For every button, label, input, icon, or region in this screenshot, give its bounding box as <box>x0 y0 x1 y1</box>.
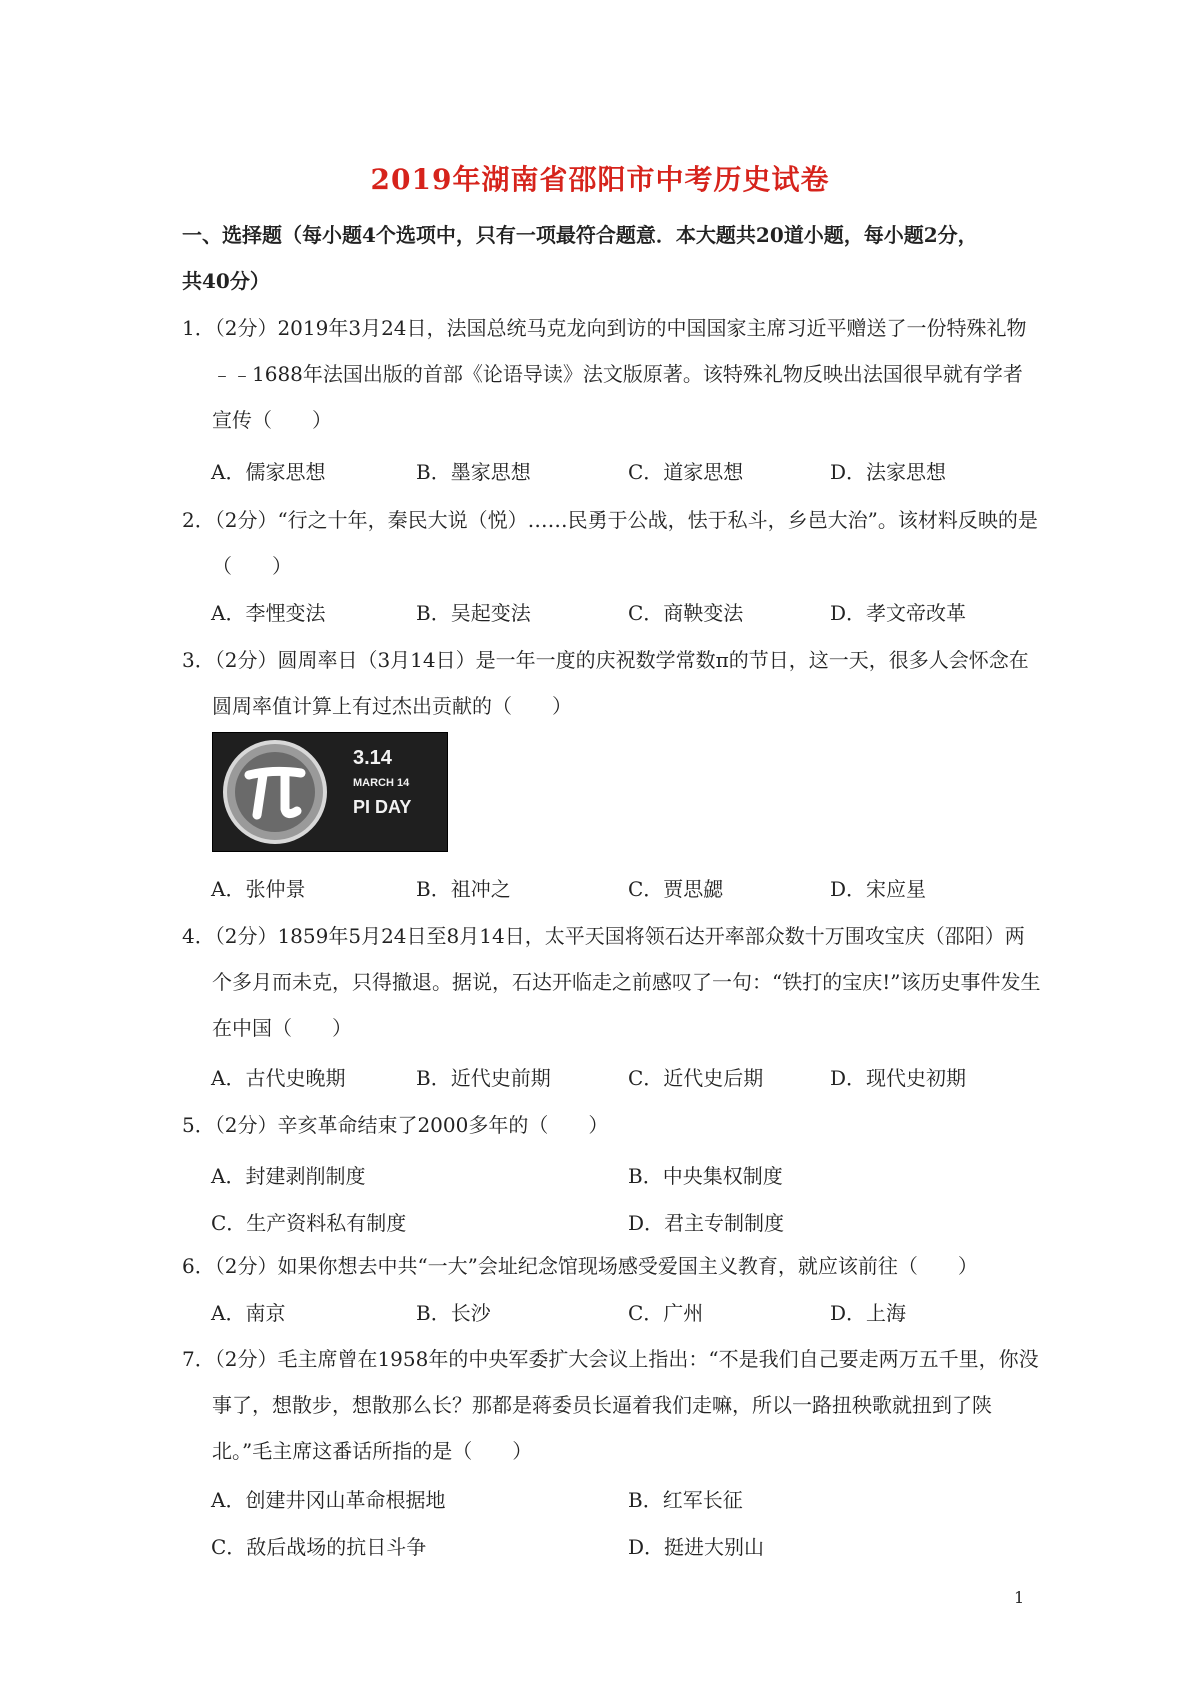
question-1 <box>182 305 1042 443</box>
option-b[interactable]: B．近代史前期 <box>416 1066 551 1090</box>
option-d[interactable]: D．上海 <box>830 1301 907 1325</box>
option-c[interactable]: C．敌后战场的抗日斗争 <box>211 1535 427 1559</box>
option-c[interactable]: C．道家思想 <box>628 460 744 484</box>
option-b[interactable]: B．墨家思想 <box>416 460 531 484</box>
pi-image-text-3: PI DAY <box>353 797 412 817</box>
option-a[interactable]: A．张仲景 <box>211 877 306 901</box>
question-5 <box>182 1102 1042 1148</box>
question-2 <box>182 497 1042 589</box>
option-a[interactable]: A．封建剥削制度 <box>211 1164 366 1188</box>
option-d[interactable]: D．君主专制制度 <box>628 1211 785 1235</box>
pi-symbol-icon <box>213 733 447 851</box>
option-c[interactable]: C．生产资料私有制度 <box>211 1211 407 1235</box>
section-heading-line2: 共40分） <box>182 269 270 293</box>
question-stem: 7．（2分）毛主席曾在1958年的中央军委扩大会议上指出：“不是我们自己要走两万五千里，你没事了，想散步，想散那么长？那都是蒋委员长逼着我们走嘛，所以一路扭秧歌就扭到了陕北。”毛主席这番话所指的是（ ） <box>182 1347 1039 1463</box>
option-a[interactable]: A．古代史晚期 <box>211 1066 346 1090</box>
option-d[interactable]: D．法家思想 <box>830 460 947 484</box>
option-b[interactable]: B．祖冲之 <box>416 877 511 901</box>
question-4 <box>182 913 1042 1051</box>
question-stem: 5．（2分）辛亥革命结束了2000多年的（ ） <box>182 1113 609 1137</box>
option-d[interactable]: D．挺进大别山 <box>628 1535 765 1559</box>
question-7 <box>182 1336 1042 1474</box>
option-b[interactable]: B．红军长征 <box>628 1488 743 1512</box>
question-stem: 1．（2分）2019年3月24日，法国总统马克龙向到访的中国国家主席习近平赠送了一份特殊礼物﹣﹣1688年法国出版的首部《论语导读》法文版原著。该特殊礼物反映出法国很早就有学者宣传（ ） <box>182 316 1027 432</box>
section-heading-line1: 一、选择题（每小题4个选项中，只有一项最符合题意．本大题共20道小题，每小题2分， <box>182 223 978 247</box>
question-stem: 2．（2分）“行之十年，秦民大说（悦）……民勇于公战，怯于私斗，乡邑大治”。该材料反映的是（ ） <box>182 508 1038 578</box>
option-a[interactable]: A．南京 <box>211 1301 286 1325</box>
option-c[interactable]: C．近代史后期 <box>628 1066 764 1090</box>
option-b[interactable]: B．中央集权制度 <box>628 1164 783 1188</box>
question-stem: 4．（2分）1859年5月24日至8月14日，太平天国将领石达开率部众数十万围攻宝庆（邵阳）两个多月而未克，只得撤退。据说，石达开临走之前感叹了一句：“铁打的宝庆!”该历史事件发生在中国（ ） <box>182 924 1041 1040</box>
option-d[interactable]: D．孝文帝改革 <box>830 601 967 625</box>
pi-day-image <box>212 732 448 852</box>
option-a[interactable]: A．创建井冈山革命根据地 <box>211 1488 446 1512</box>
option-a[interactable]: A．李悝变法 <box>211 601 326 625</box>
option-b[interactable]: B．长沙 <box>416 1301 491 1325</box>
question-stem: 3．（2分）圆周率日（3月14日）是一年一度的庆祝数学常数π的节日，这一天，很多人会怀念在圆周率值计算上有过杰出贡献的（ ） <box>182 648 1029 718</box>
option-c[interactable]: C．商鞅变法 <box>628 601 744 625</box>
pi-image-text-2: MARCH 14 <box>353 777 410 789</box>
option-c[interactable]: C．广州 <box>628 1301 704 1325</box>
option-a[interactable]: A．儒家思想 <box>211 460 326 484</box>
pi-image-text-1: 3.14 <box>353 747 392 769</box>
option-b[interactable]: B．吴起变法 <box>416 601 531 625</box>
option-d[interactable]: D．现代史初期 <box>830 1066 967 1090</box>
question-3 <box>182 637 1042 729</box>
option-d[interactable]: D．宋应星 <box>830 877 927 901</box>
question-6 <box>182 1243 1042 1289</box>
question-stem: 6．（2分）如果你想去中共“一大”会址纪念馆现场感受爱国主义教育，就应该前往（ ） <box>182 1254 978 1278</box>
page-number: 1 <box>1014 1588 1025 1607</box>
option-c[interactable]: C．贾思勰 <box>628 877 724 901</box>
page-title: 2019年湖南省邵阳市中考历史试卷 <box>370 163 830 196</box>
